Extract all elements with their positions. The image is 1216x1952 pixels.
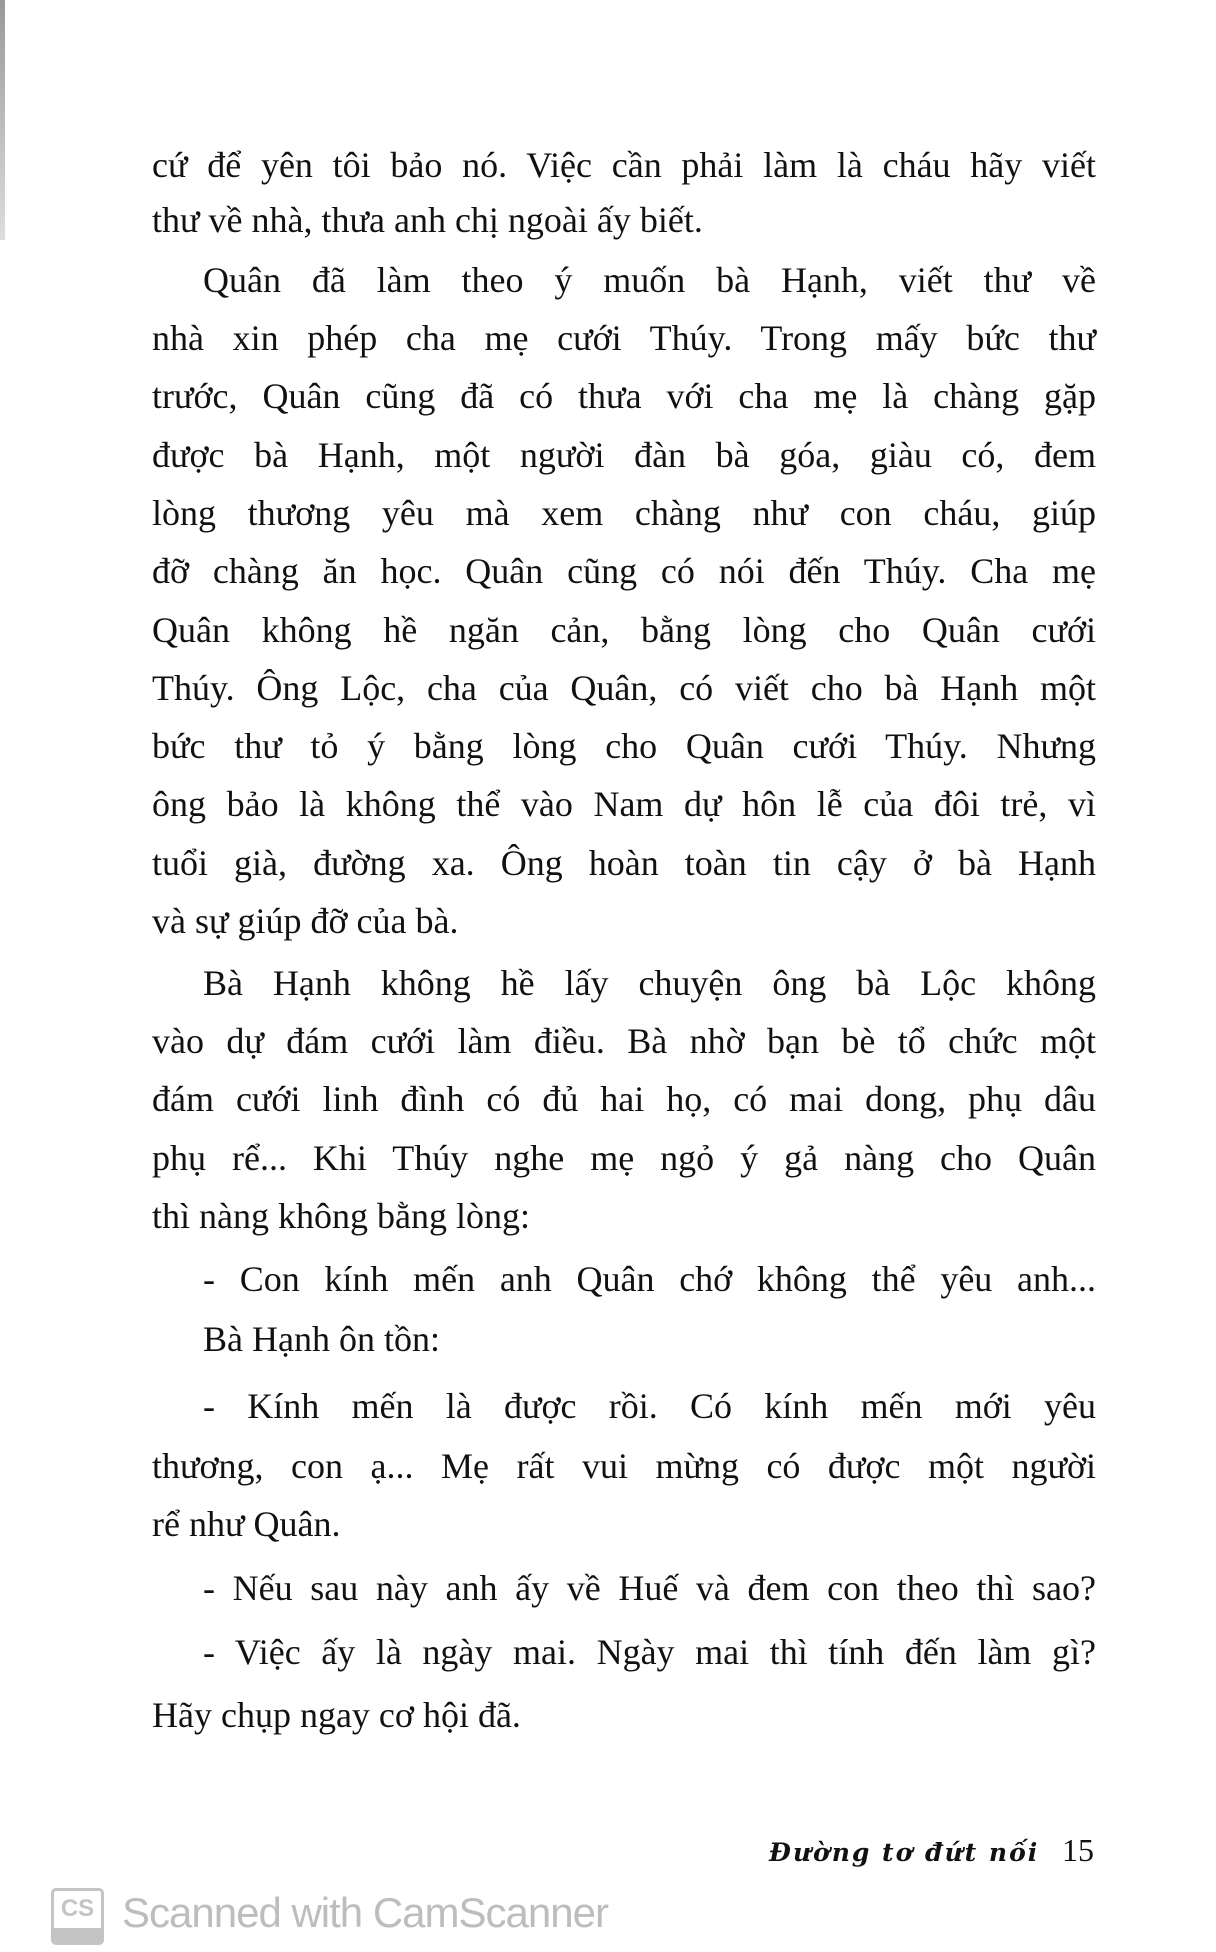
text-line: - Việc ấy là ngày mai. Ngày mai thì tính đến làm gì? — [203, 1631, 1096, 1672]
text-line: - Nếu sau này anh ấy về Huế và đem con theo thì sao? — [203, 1568, 1096, 1609]
text-line: nhà xin phép cha mẹ cưới Thúy. Trong mấy bức thư — [152, 318, 1096, 359]
text-line: tuổi già, đường xa. Ông hoàn toàn tin cậy ở bà Hạnh — [152, 842, 1096, 883]
page-number: 15 — [1062, 1832, 1094, 1868]
text-line: vào dự đám cưới làm điều. Bà nhờ bạn bè tổ chức một — [152, 1021, 1096, 1062]
text-line: Bà Hạnh ôn tồn: — [203, 1318, 440, 1359]
text-line: và sự giúp đỡ của bà. — [152, 900, 459, 941]
text-line: thương, con ạ... Mẹ rất vui mừng có được một người — [152, 1445, 1096, 1486]
text-line: ông bảo là không thể vào Nam dự hôn lễ của đôi trẻ, vì — [152, 784, 1096, 825]
camscanner-watermark: Scanned with CamScanner — [122, 1889, 608, 1936]
text-line: thì nàng không bằng lòng: — [152, 1196, 530, 1237]
text-line: Thúy. Ông Lộc, cha của Quân, có viết cho bà Hạnh một — [152, 667, 1096, 708]
text-line: được bà Hạnh, một người đàn bà góa, giàu có, đem — [152, 434, 1096, 475]
text-line: - Con kính mến anh Quân chớ không thể yêu anh... — [203, 1259, 1096, 1300]
text-line: lòng thương yêu mà xem chàng như con cháu, giúp — [152, 493, 1096, 533]
camscanner-logo-icon: CS — [51, 1888, 104, 1945]
text-line: đám cưới linh đình có đủ hai họ, có mai dong, phụ dâu — [152, 1079, 1096, 1120]
text-line: Quân không hề ngăn cản, bằng lòng cho Quân cưới — [152, 609, 1096, 650]
text-line: rể như Quân. — [152, 1503, 341, 1544]
text-line: Hãy chụp ngay cơ hội đã. — [152, 1695, 521, 1736]
text-line: bức thư tỏ ý bằng lòng cho Quân cưới Thúy. Nhưng — [152, 726, 1096, 767]
text-line: thư về nhà, thưa anh chị ngoài ấy biết. — [152, 200, 703, 241]
text-line: cứ để yên tôi bảo nó. Việc cần phải làm là cháu hãy viết — [152, 144, 1096, 185]
text-line: trước, Quân cũng đã có thưa với cha mẹ là chàng gặp — [152, 376, 1096, 417]
text-line: phụ rể... Khi Thúy nghe mẹ ngỏ ý gả nàng cho Quân — [152, 1137, 1096, 1178]
text-line: - Kính mến là được rồi. Có kính mến mới yêu — [203, 1386, 1096, 1427]
text-line: Quân đã làm theo ý muốn bà Hạnh, viết thư về — [203, 259, 1096, 300]
page-edge-shadow — [0, 0, 5, 240]
running-footer-title: Đường tơ đứt nối — [769, 1838, 1040, 1867]
text-line: đỡ chàng ăn học. Quân cũng có nói đến Thúy. Cha mẹ — [152, 551, 1096, 592]
text-line: Bà Hạnh không hề lấy chuyện ông bà Lộc không — [203, 962, 1096, 1003]
